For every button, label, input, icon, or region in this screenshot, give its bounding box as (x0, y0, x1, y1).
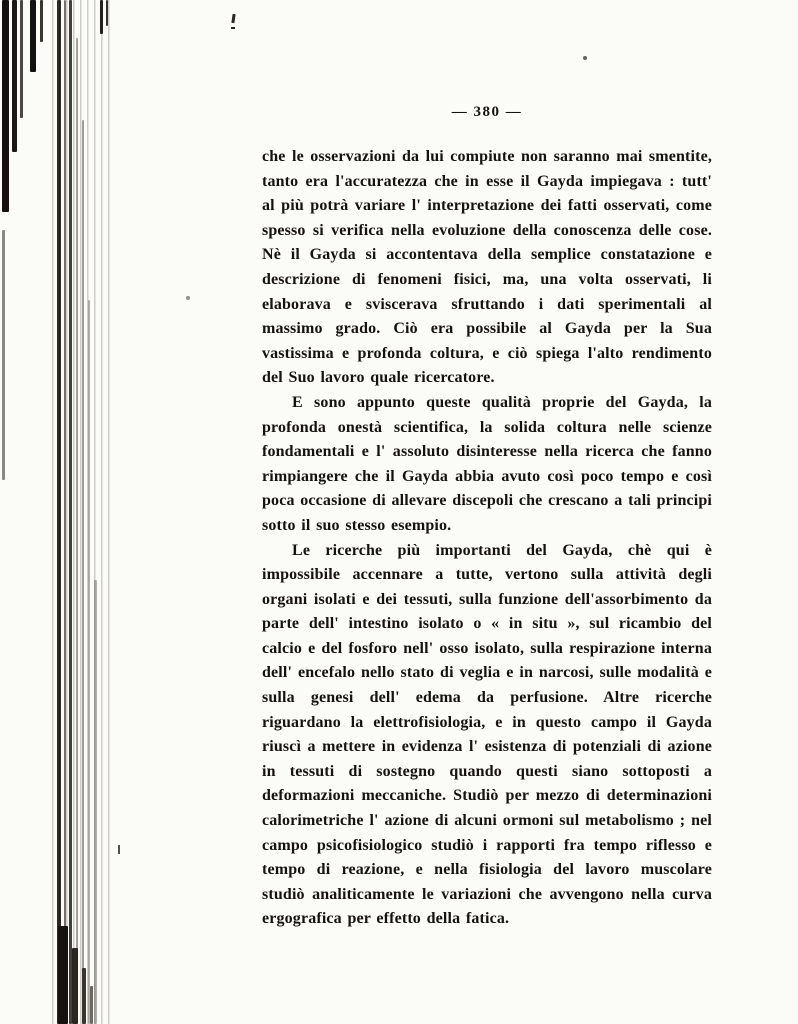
binding-streak-bottom (58, 926, 68, 1024)
scan-speck (231, 14, 235, 23)
scan-speck (583, 56, 587, 60)
scan-speck (118, 845, 120, 854)
binding-streak (30, 0, 36, 72)
binding-streak-bottom (82, 968, 86, 1024)
scan-speck (231, 27, 235, 29)
page-edge-line (100, 0, 103, 34)
page-number: — 380 — (451, 104, 523, 120)
page-edge-line (88, 300, 90, 1024)
page-edge-line (106, 0, 108, 26)
page-edge-line (94, 580, 97, 1024)
body-paragraph-2: E sono appunto queste qualità proprie del Gayda, la profonda onestà scientifica, la solida coltura nelle scienze fondamentali e l' assoluto disinteresse nella ricerca che fanno rimpiangere che il Gayda abbia avuto così poco tempo e così poca occasione di allevare discepoli che crescano a tali principi sotto il suo stesso esempio. (262, 393, 712, 534)
binding-streak (20, 0, 23, 118)
binding-streak (12, 0, 17, 152)
body-paragraph-3: Le ricerche più importanti del Gayda, chè qui è impossibile accennare a tutte, vertono sulla attività degli organi isolati e dei tessuti, sulla funzione dell'assorbimento da parte dell' intestino isolato o « in situ », sul ricambio del calcio e del fosforo nell' osso isolato, sulla respirazione interna dell' encefalo nello stato di veglia e in narcosi, sulle modalità e sulla genesi dell' edema da perfusione. Altre ricerche riguardano la elettrofisiologia, e in questo campo il Gayda riuscì a mettere in evidenza l' esistenza di potenziali di azione in tessuti di sostegno quando questi siano sottoposti a deformazioni meccaniche. Studiò per mezzo di determinazioni calorimetriche l' azione di alcuni ormoni sul metabolismo ; nel campo psicofisiologico studiò i rapporti fra tempo riflesso e tempo di reazione, e nella fisiologia del lavoro muscolare studiò analiticamente le variazioni che avvengono nella curva ergografica per effetto della fatica. (262, 541, 712, 928)
binding-streak-bottom (90, 986, 93, 1024)
binding-streak-bottom (72, 948, 78, 1024)
binding-streak (40, 0, 43, 42)
page-edge-line (76, 38, 78, 1024)
page-edge-line (82, 120, 84, 1024)
binding-streak (2, 230, 5, 480)
page-edge-line (57, 0, 61, 1024)
binding-streak (2, 0, 9, 212)
page-edge-line (64, 0, 66, 1024)
scan-speck (186, 296, 190, 300)
binding-shade (52, 0, 110, 1024)
page-edge-line (69, 0, 72, 1024)
body-paragraph-1: che le osservazioni da lui compiute non saranno mai smentite, tanto era l'accuratezza che in esse il Gayda impiegava : tutt' al più potrà variare l' interpretazione dei fatti osservati, come spesso si verifica nella evoluzione della conoscenza delle cose. Nè il Gayda si accontentava della semplice constatazione e descrizione di fenomeni fisici, ma, una volta osservati, li elaborava e sviscerava sfruttando i dati sperimentali al massimo grado. Ciò era possibile al Gayda per la Sua vastissima e profonda coltura, e ciò spiega l'alto rendimento del Suo lavoro quale ricercatore. (262, 148, 712, 387)
book-binding-edge (0, 0, 120, 1024)
page-content (262, 104, 712, 932)
